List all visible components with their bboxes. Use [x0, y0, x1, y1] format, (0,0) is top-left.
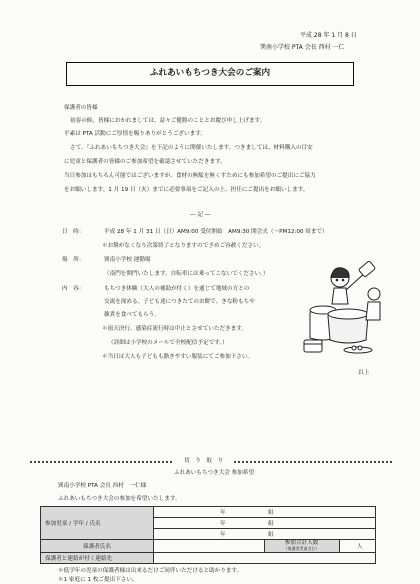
person-label: 人: [357, 544, 363, 550]
content-line-3: 雑煮を食べてもらう。: [104, 312, 160, 318]
kumi-cell-1[interactable]: [264, 507, 376, 518]
contact-label: 保護者と連絡が付く連絡先: [45, 556, 113, 562]
note-3: ＊当日は大人も子どもも動きやすい服装にてご参加下さい。: [102, 354, 254, 360]
form-statement: ふれあいもちつき大会の参加を希望いたします。: [58, 496, 181, 502]
body-line-4: に児童と保護者の皆様のご参加希望を確認させていただきます。: [64, 159, 226, 165]
document-date: 平成 28 年 1 月 8 日: [300, 32, 357, 39]
note-2: （詳細は小学校のメールで全校配信予定です。）: [108, 340, 228, 346]
body-line-2: 平素は PTA 活動にご厚情を賜りありがとうございます。: [64, 131, 206, 137]
sender-name: 巽南小学校 PTA 会長 西村 一仁: [260, 44, 345, 51]
nen-cell-2: [216, 518, 264, 529]
content-line-1: もちつき体験（大人の補助が付く）を通じて地域の方との: [104, 286, 250, 292]
contact-label-cell: [41, 553, 154, 564]
nen-cell-3: [216, 529, 264, 540]
content-label: 内 容：: [62, 286, 85, 292]
place-note: （南門を開門いたします。自転車には乗ってこないでください。）: [104, 271, 269, 277]
nen-cell-1: [216, 507, 264, 518]
total-count-field[interactable]: [339, 540, 353, 553]
contact-field[interactable]: [154, 553, 376, 564]
content-line-2: 交流を深める。子ども達につきたてのお餅で、きな粉もちや: [104, 299, 255, 305]
kumi-cell-2[interactable]: [264, 518, 376, 529]
form-addressee: 巽南小学校 PTA 会長 西村 一仁様: [58, 483, 147, 489]
place-label: 場 所：: [62, 257, 85, 263]
nen-label-2: 年: [220, 521, 226, 527]
salutation: 保護者の皆様: [64, 105, 98, 111]
kumi-cell-3[interactable]: [264, 529, 376, 540]
person-cell: [353, 540, 376, 553]
kumi-label-1: 組: [268, 510, 274, 516]
student-label: 参加児童 / 学年 / 氏名: [45, 521, 101, 527]
grade-cell-3[interactable]: [154, 529, 217, 540]
datetime-note: ＊お餅がなくなり次第終了となりますので予めご容赦ください。: [102, 243, 265, 249]
guardian-label-cell: [41, 540, 154, 553]
page-title: ふれあいもちつき大会のご案内: [149, 68, 271, 78]
footnote-2: ＊1 家庭に 1 枚ご提出下さい。: [58, 577, 138, 583]
grade-cell-2[interactable]: [154, 518, 217, 529]
guardian-label: 保護者氏名: [83, 544, 111, 550]
cut-label: 切 り 取 り: [174, 455, 233, 467]
nen-label-3: 年: [220, 532, 226, 538]
ki-heading: ― 記 ―: [190, 212, 211, 218]
body-line-1: 初春の候、皆様におかれましては、益々ご健勝のこととお慶び申し上げます。: [70, 118, 266, 124]
kumi-label-2: 組: [268, 521, 274, 527]
nen-label-1: 年: [220, 510, 226, 516]
datetime-value: 平成 28 年 1 月 31 日（日）AM9:00 受付開始 AM9:30 開会式（～PM12:00 頃まで）: [104, 229, 328, 235]
body-line-6: をお願いします。1 月 19 日（火）までに必要事項をご記入の上、担任にご提出をお願いします。: [64, 187, 309, 193]
grade-cell-1[interactable]: [154, 507, 217, 518]
place-value: 巽南小学校 運動場: [104, 257, 151, 263]
total-sublabel: （保護者児童含む）: [283, 546, 320, 551]
footnote-1: ＊低学年の児童の保護者様は出来るだけご同伴いただけると助かります。: [58, 568, 243, 574]
mochitsuki-illustration: [300, 258, 386, 356]
body-line-3: さて、『ふれあいもちつき大会』を下記のように開催いたします。つきましては、材料購入の目安: [70, 145, 313, 151]
total-label-cell: [264, 540, 339, 553]
form-title: ふれあいもちつき大会 参加希望: [174, 470, 255, 476]
ijou-label: 以上: [358, 370, 370, 376]
kumi-label-3: 組: [268, 532, 274, 538]
note-1: ＊雨天決行、感染症流行時は中止とさせていただきます。: [102, 326, 247, 332]
application-form: [40, 506, 376, 564]
total-label: 参加合計人数: [284, 540, 319, 546]
guardian-name-field[interactable]: [154, 540, 265, 553]
student-label-cell: [41, 507, 154, 540]
datetime-label: 日 時：: [62, 229, 85, 235]
body-line-5: 当日参加はもちろん可能ではございますが、食材の無駄を無くすためにも参加希望のご提出にご協力: [64, 173, 316, 179]
